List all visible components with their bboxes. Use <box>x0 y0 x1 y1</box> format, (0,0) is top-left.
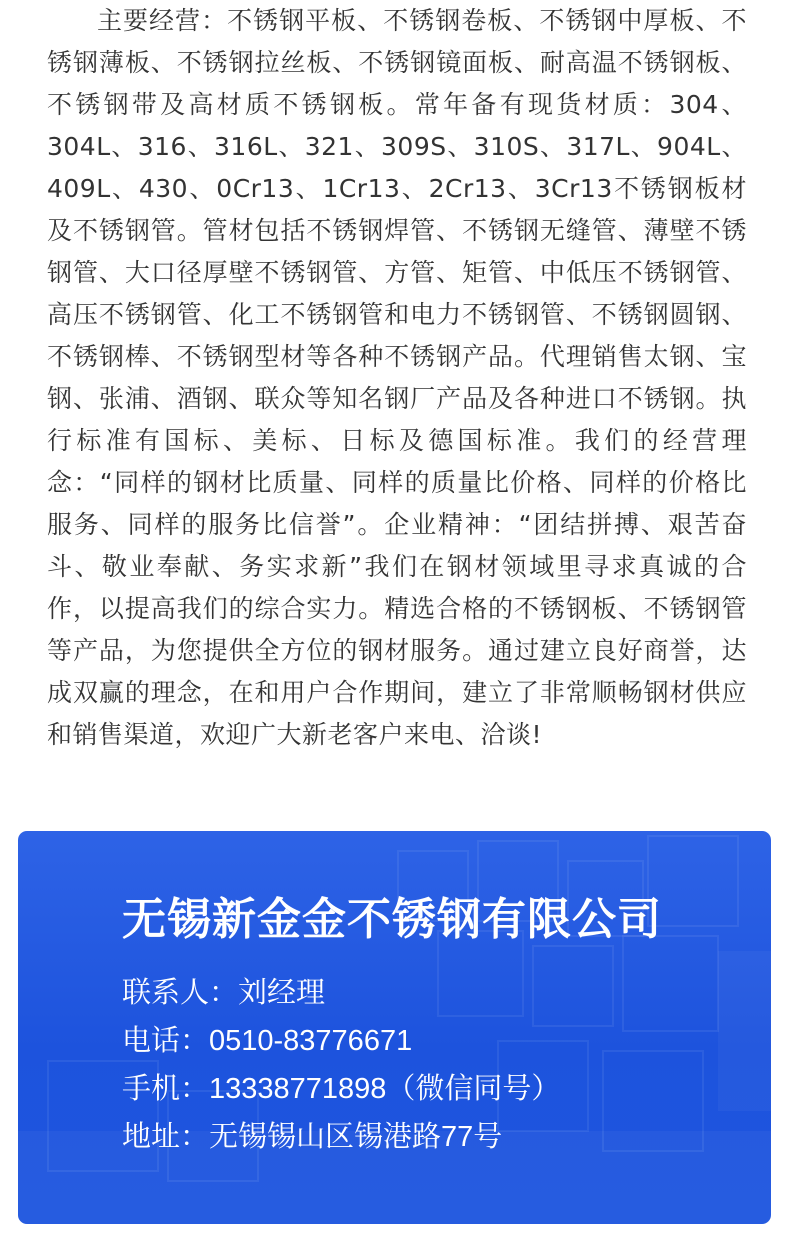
contact-person: 联系人：刘经理 <box>122 977 326 1009</box>
company-name: 无锡新金金不锈钢有限公司 <box>122 894 662 945</box>
contact-info-list <box>122 969 560 1161</box>
address: 地址：无锡锡山区锡港路77号 <box>122 1121 503 1153</box>
phone-number[interactable]: 电话：0510-83776671 <box>122 1025 413 1057</box>
mobile-number[interactable]: 手机：13338771898（微信同号） <box>122 1073 561 1105</box>
company-intro-paragraph: 主要经营：不锈钢平板、不锈钢卷板、不锈钢中厚板、不锈钢薄板、不锈钢拉丝板、不锈钢镜面板、耐高温不锈钢板、不锈钢带及高材质不锈钢板。常年备有现货材质：304、304L、316、316L、321、309S、310S、317L、904L、409L、430、0Cr13、1Cr13、2Cr13、3Cr13不锈钢板材及不锈钢管。管材包括不锈钢焊管、不锈钢无缝管、薄壁不锈钢管、大口径厚壁不锈钢管、方管、矩管、中低压不锈钢管、高压不锈钢管、化工不锈钢管和电力不锈钢管、不锈钢圆钢、不锈钢棒、不锈钢型材等各种不锈钢产品。代理销售太钢、宝钢、张浦、酒钢、联众等知名钢厂产品及各种进口不锈钢。执行标准有国标、美标、日标及德国标准。我们的经营理念：“同样的钢材比质量、同样的质量比价格、同样的价格比服务、同样的服务比信誉”。企业精神：“团结拼搏、艰苦奋斗、敬业奉献、务实求新”我们在钢材领域里寻求真诚的合作，以提高我们的综合实力。精选合格的不锈钢板、不锈钢管等产品，为您提供全方位的钢材服务。通过建立良好商誉，达成双赢的理念，在和用户合作期间，建立了非常顺畅钢材供应和销售渠道，欢迎广大新老客户来电、洽谈! <box>47 6 747 749</box>
contact-card <box>18 831 771 1224</box>
